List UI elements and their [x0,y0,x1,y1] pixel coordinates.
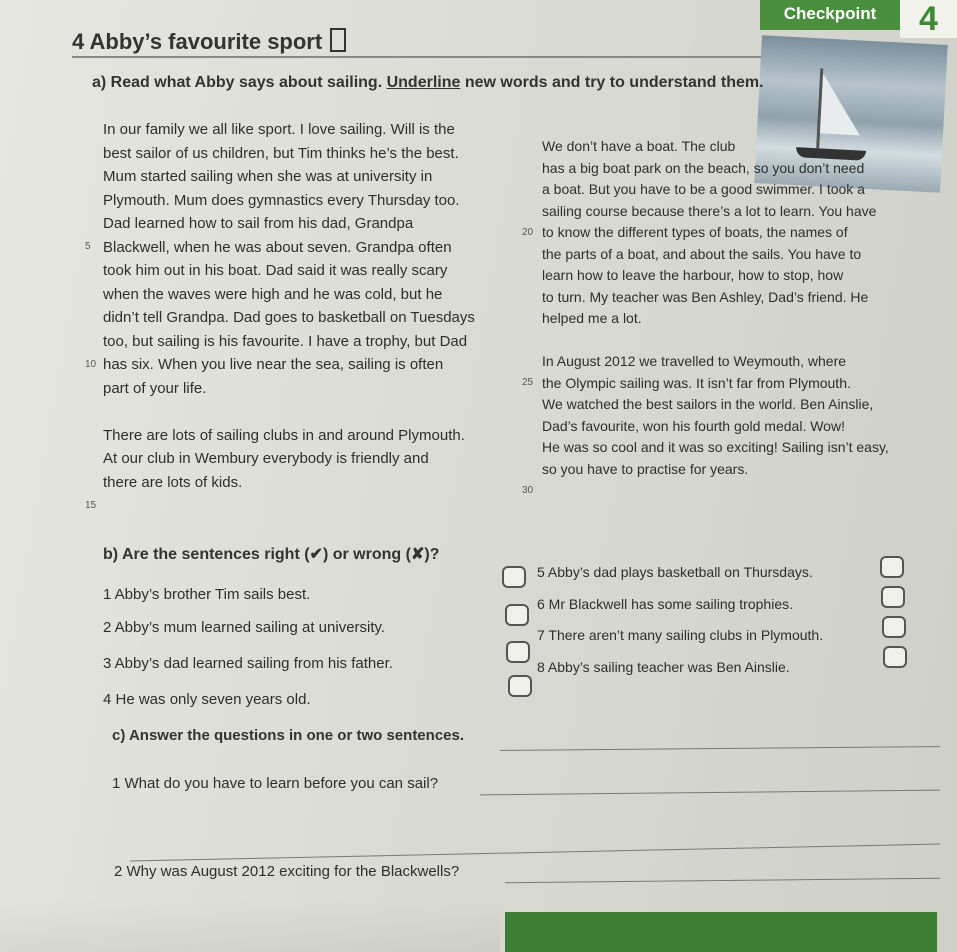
line-number-5: 5 [85,241,91,252]
checkpoint-header [760,0,957,36]
text-line: too, but sailing is his favourite. I have a trophy, but Dad [103,332,468,350]
statement-2: 2 Abby’s mum learned sailing at university. [103,619,386,636]
text-line: took him out in his boat. Dad said it was really scary [103,262,448,279]
text-line: there are lots of kids. [103,473,243,491]
title-divider [72,56,772,58]
text-line-blank [103,400,475,424]
answer-checkbox-6[interactable] [881,586,905,608]
line-number-20: 20 [522,227,534,238]
page-title-text: 4 Abby’s favourite sport [72,29,323,54]
text-line: has a big boat park on the beach, so you don’t need [542,159,865,176]
text-column-left [85,118,475,511]
part-a-prefix: a) Read what Abby says about sailing. [92,74,383,91]
statement-1: 1 Abby’s brother Tim sails best. [103,586,311,603]
photo-sail [820,73,863,135]
statement-4: 4 He was only seven years old. [103,691,311,708]
text-line: Mum started sailing when she was at university in [103,168,433,185]
statement-6: 6 Mr Blackwell has some sailing trophies. [537,596,793,612]
answer-line-q1[interactable] [480,790,940,796]
text-line: In August 2012 we travelled to Weymouth, where [542,353,847,369]
answer-checkbox-1[interactable] [502,566,526,588]
line-number-30: 30 [522,485,534,496]
question-1: 1 What do you have to learn before you can sail? [112,775,439,792]
text-line: Plymouth. Mum does gymnastics every Thursday too. [103,191,460,209]
footer-green-bar [505,912,937,952]
answer-line-q1b[interactable] [130,844,940,862]
text-line: part of your life. [103,379,207,397]
text-line-blank [542,330,889,352]
text-line: We don’t have a boat. The club [542,138,736,154]
question-2: 2 Why was August 2012 exciting for the Blackwells? [114,863,460,880]
text-line: the parts of a boat, and about the sails. You have to [542,245,862,262]
answer-checkbox-7[interactable] [882,616,906,638]
text-line: didn’t tell Grandpa. Dad goes to basketball on Tuesdays [103,309,475,326]
text-line: best sailor of us children, but Tim thinks he’s the best. [103,144,459,162]
answer-checkbox-8[interactable] [883,646,907,668]
line-number-25: 25 [522,377,534,388]
part-a-instruction [92,74,764,92]
text-line: to know the different types of boats, the names of [542,224,848,240]
text-line: so you have to practise for years. [542,460,749,477]
text-line: sailing course because there’s a lot to learn. You have [542,202,877,219]
page-title [72,28,346,55]
title-checkbox-icon [330,28,346,52]
answer-checkbox-5[interactable] [880,556,904,578]
statement-3: 3 Abby’s dad learned sailing from his father. [103,655,393,672]
text-line: a boat. But you have to be a good swimmer. I took a [542,181,865,197]
text-line: He was so cool and it was so exciting! Sailing isn’t easy, [542,439,889,455]
text-line: helped me a lot. [542,310,642,326]
answer-checkbox-4[interactable] [508,675,532,697]
part-a-suffix: new words and try to understand them. [464,74,764,91]
text-line: Blackwell, when he was about seven. Grandpa often [103,238,452,256]
text-line: has six. When you live near the sea, sailing is often [103,356,444,373]
text-line: At our club in Wembury everybody is friendly and [103,450,429,467]
answer-line [500,746,940,751]
answer-checkbox-2[interactable] [505,604,529,626]
checkpoint-label: Checkpoint [760,0,900,30]
text-line: the Olympic sailing was. It isn’t far from Plymouth. [542,374,851,391]
statement-8: 8 Abby’s sailing teacher was Ben Ainslie. [537,659,790,675]
part-a-underline-word: Underline [386,74,461,91]
text-column-right [522,136,889,496]
statement-7: 7 There aren’t many sailing clubs in Plymouth. [537,627,824,643]
answer-checkbox-3[interactable] [506,641,530,663]
text-line: to turn. My teacher was Ben Ashley, Dad’s friend. He [542,288,869,305]
answer-line-q2[interactable] [505,878,940,884]
text-line: Dad’s favourite, won his fourth gold medal. Wow! [542,417,845,434]
text-line: when the waves were high and he was cold, but he [103,285,443,303]
page-shadow [0,900,500,952]
checkpoint-number: 4 [900,0,957,38]
part-c-title: c) Answer the questions in one or two sentences. [112,727,465,744]
text-line: There are lots of sailing clubs in and around Plymouth. [103,426,465,444]
line-number-15: 15 [85,500,97,511]
text-line: learn how to leave the harbour, how to stop, how [542,267,844,283]
statement-5: 5 Abby’s dad plays basketball on Thursdays. [537,564,813,580]
text-line: Dad learned how to sail from his dad, Grandpa [103,215,414,232]
part-b-title: b) Are the sentences right (✔) or wrong (✘)? [103,546,440,563]
text-line: In our family we all like sport. I love sailing. Will is the [103,121,455,138]
text-line: We watched the best sailors in the world. Ben Ainslie, [542,396,874,412]
line-number-10: 10 [85,359,97,370]
